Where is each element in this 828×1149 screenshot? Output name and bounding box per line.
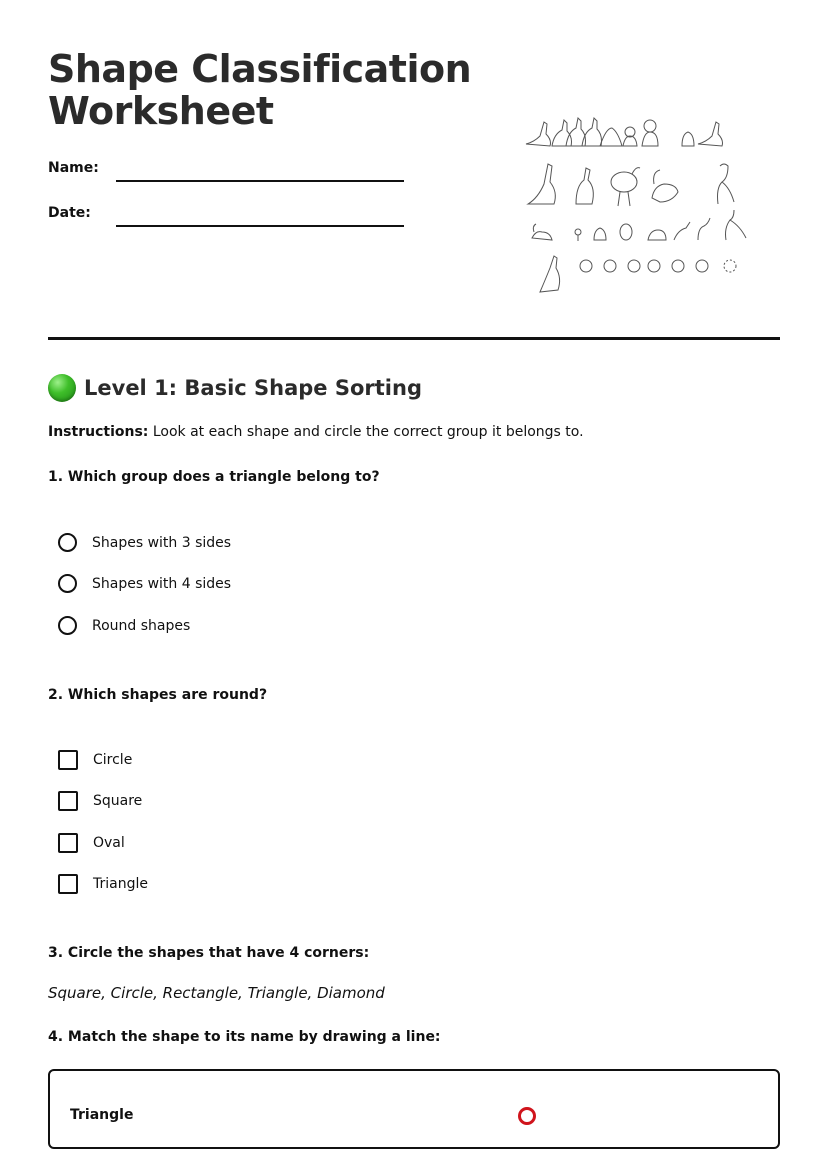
checkbox[interactable] (58, 791, 78, 811)
section-divider (48, 337, 780, 340)
q2-option-label: Circle (93, 752, 133, 768)
name-label: Name: (48, 160, 99, 176)
question-3: 3. Circle the shapes that have 4 corners: (48, 945, 370, 961)
level-1-heading (48, 374, 422, 402)
q2-option-2[interactable] (58, 791, 142, 811)
q1-option-label: Shapes with 3 sides (92, 534, 232, 551)
checkbox[interactable] (58, 750, 78, 770)
match-left-item[interactable]: Triangle (70, 1107, 134, 1123)
q2-option-4[interactable] (58, 874, 148, 894)
checkbox[interactable] (58, 874, 78, 894)
q2-option-label: Triangle (93, 876, 148, 892)
title-line-2: Worksheet (48, 89, 274, 133)
q2-option-label: Square (93, 793, 143, 809)
q2-option-3[interactable] (58, 833, 125, 853)
checkbox[interactable] (58, 833, 78, 853)
animals-and-circles-clipart-icon (522, 112, 758, 302)
radio-button[interactable] (58, 616, 77, 635)
q1-option-3[interactable] (58, 616, 190, 635)
red-circle-icon[interactable] (518, 1107, 536, 1125)
q1-option-2[interactable] (58, 574, 231, 593)
q1-option-label: Shapes with 4 sides (92, 575, 232, 592)
instructions-text: Look at each shape and circle the correct group it belongs to. (148, 424, 584, 440)
radio-button[interactable] (58, 574, 77, 593)
question-1: 1. Which group does a triangle belong to? (48, 469, 380, 485)
matching-box (48, 1069, 780, 1149)
name-field[interactable] (116, 180, 404, 182)
question-4: 4. Match the shape to its name by drawing a line: (48, 1029, 441, 1045)
question-2: 2. Which shapes are round? (48, 687, 268, 703)
date-field[interactable] (116, 225, 404, 227)
instructions-label: Instructions: (48, 424, 149, 440)
page-title (48, 48, 471, 132)
title-line-1: Shape Classification (48, 47, 472, 91)
level-1-title: Level 1: Basic Shape Sorting (84, 376, 422, 400)
q3-shape-list[interactable]: Square, Circle, Rectangle, Triangle, Diamond (48, 984, 385, 1002)
q1-option-label: Round shapes (92, 617, 191, 634)
green-circle-icon (48, 374, 76, 402)
q2-option-label: Oval (93, 835, 125, 851)
instructions (48, 424, 584, 440)
radio-button[interactable] (58, 533, 77, 552)
q1-option-1[interactable] (58, 533, 231, 552)
date-label: Date: (48, 205, 91, 221)
q2-option-1[interactable] (58, 750, 132, 770)
